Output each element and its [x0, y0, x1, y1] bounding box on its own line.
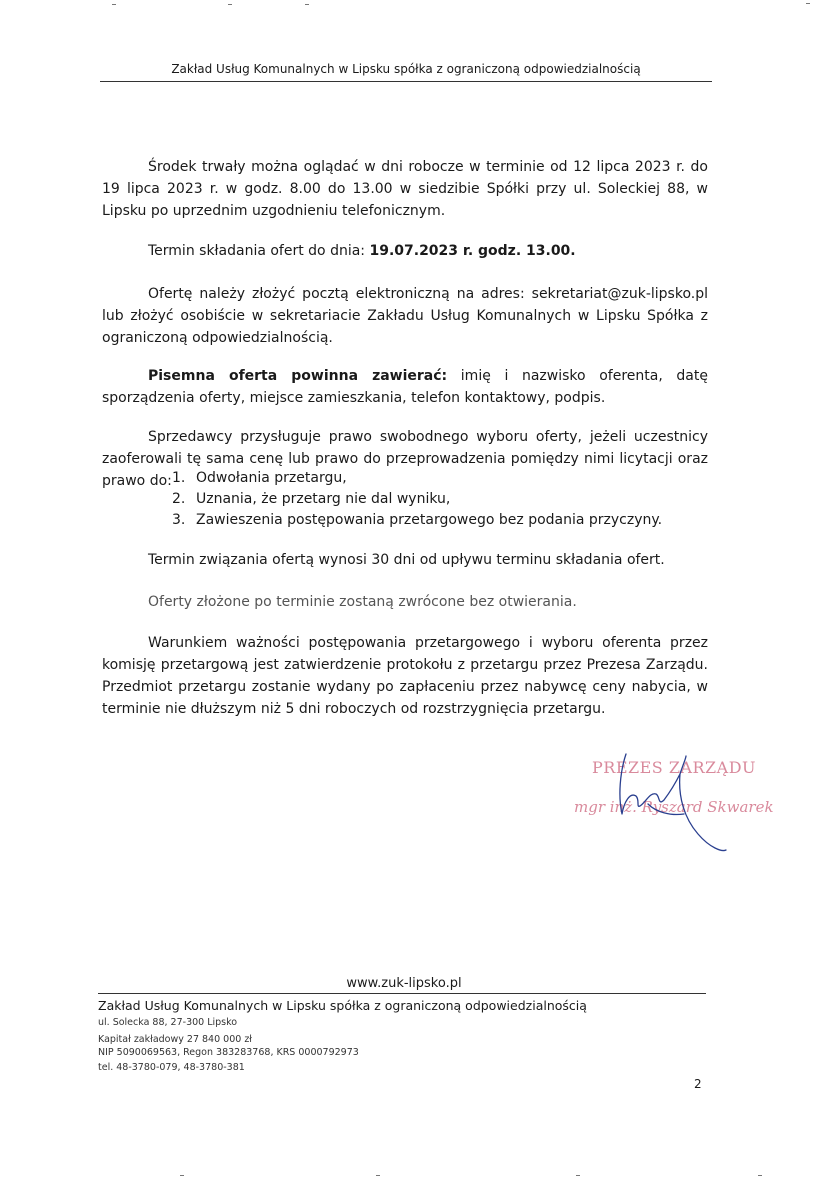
header-rule	[100, 81, 712, 82]
scan-mark	[576, 1175, 580, 1176]
offer-deadline-label: Termin składania ofert do dnia:	[148, 243, 370, 259]
paragraph-seller-rights: Sprzedawcy przysługuje prawo swobodnego wyboru oferty, jeżeli uczestnicy zaoferowali tę sama cenę lub prawo do przeprowadzenia pomiędzy nimi licytacji oraz prawo do:	[102, 429, 708, 489]
list-item-text: Uznania, że przetarg nie dal wyniku,	[196, 491, 451, 507]
header-title: Zakład Usług Komunalnych w Lipsku spółka z ograniczoną odpowiedzialnością	[171, 62, 641, 76]
paragraph-viewing-terms: Środek trwały można oglądać w dni robocze w terminie od 12 lipca 2023 r. do 19 lipca 2023 r. w godz. 8.00 do 13.00 w siedzibie Spółki przy ul. Soleckiej 88, w Lipsku po uprzednim uzgodnieniu telefonicznym.	[102, 159, 708, 219]
scan-mark	[305, 4, 309, 5]
paragraph-submission-method: Ofertę należy złożyć pocztą elektroniczną na adres: sekretariat@zuk-lipsko.pl lub złożyć osobiście w sekretariacie Zakładu Usług Komunalnych w Lipsku Spółka z ograniczoną odpowiedzialnością.	[102, 286, 708, 346]
scan-mark	[180, 1175, 184, 1176]
footer-address: ul. Solecka 88, 27-300 Lipsko	[98, 1017, 238, 1028]
scan-mark	[228, 4, 232, 5]
footer-capital: Kapitał zakładowy 27 840 000 zł	[98, 1034, 253, 1045]
offer-deadline-value: 19.07.2023 r. godz. 13.00.	[369, 243, 576, 259]
offer-contents-label: Pisemna oferta powinna zawierać:	[148, 368, 448, 384]
list-item-number: 3.	[172, 512, 186, 528]
list-item	[102, 510, 708, 531]
list-item-text: Zawieszenia postępowania przetargowego bez podania przyczyny.	[196, 512, 663, 528]
paragraph-offer-deadline	[102, 240, 708, 262]
page-number: 2	[694, 1077, 702, 1091]
footer-rule	[98, 993, 706, 994]
footer-phone: tel. 48-3780-079, 48-3780-381	[98, 1062, 245, 1073]
footer-website: www.zuk-lipsko.pl	[346, 976, 462, 991]
paragraph-late-offers: Oferty złożone po terminie zostaną zwrócone bez otwierania.	[148, 594, 577, 610]
handwritten-signature	[560, 752, 770, 862]
list-item-number: 1.	[172, 470, 186, 486]
list-item	[102, 489, 708, 510]
paragraph-offer-contents	[102, 365, 708, 409]
offer-contents-text: imię i nazwisko oferenta, datę sporządzenia oferty, miejsce zamieszkania, telefon kontaktowy, podpis.	[102, 368, 708, 406]
rights-list	[102, 468, 708, 531]
signature-stamp	[560, 752, 774, 862]
scan-mark	[758, 1175, 762, 1176]
list-item	[102, 468, 708, 489]
stamp-name: mgr inż. Ryszard Skwarek	[574, 798, 774, 816]
stamp-title: PREZES ZARZĄDU	[592, 758, 757, 777]
footer-registration-ids: NIP 5090069563, Regon 383283768, KRS 0000792973	[98, 1047, 359, 1058]
list-item-number: 2.	[172, 491, 186, 507]
list-item-text: Odwołania przetargu,	[196, 470, 347, 486]
footer-company-name: Zakład Usług Komunalnych w Lipsku spółka z ograniczoną odpowiedzialnością	[98, 998, 587, 1013]
scan-mark	[112, 4, 116, 5]
paragraph-validity-conditions: Warunkiem ważności postępowania przetargowego i wyboru oferenta przez komisję przetargową jest zatwierdzenie protokołu z przetargu przez Prezesa Zarządu. Przedmiot przetargu zostanie wydany po zapłaceniu przez nabywcę ceny nabycia, w terminie nie dłuższym niż 5 dni roboczych od rozstrzygnięcia przetargu.	[102, 635, 708, 717]
scan-mark	[806, 3, 810, 4]
scan-mark	[376, 1175, 380, 1176]
paragraph-binding-period: Termin związania ofertą wynosi 30 dni od upływu terminu składania ofert.	[148, 552, 665, 568]
